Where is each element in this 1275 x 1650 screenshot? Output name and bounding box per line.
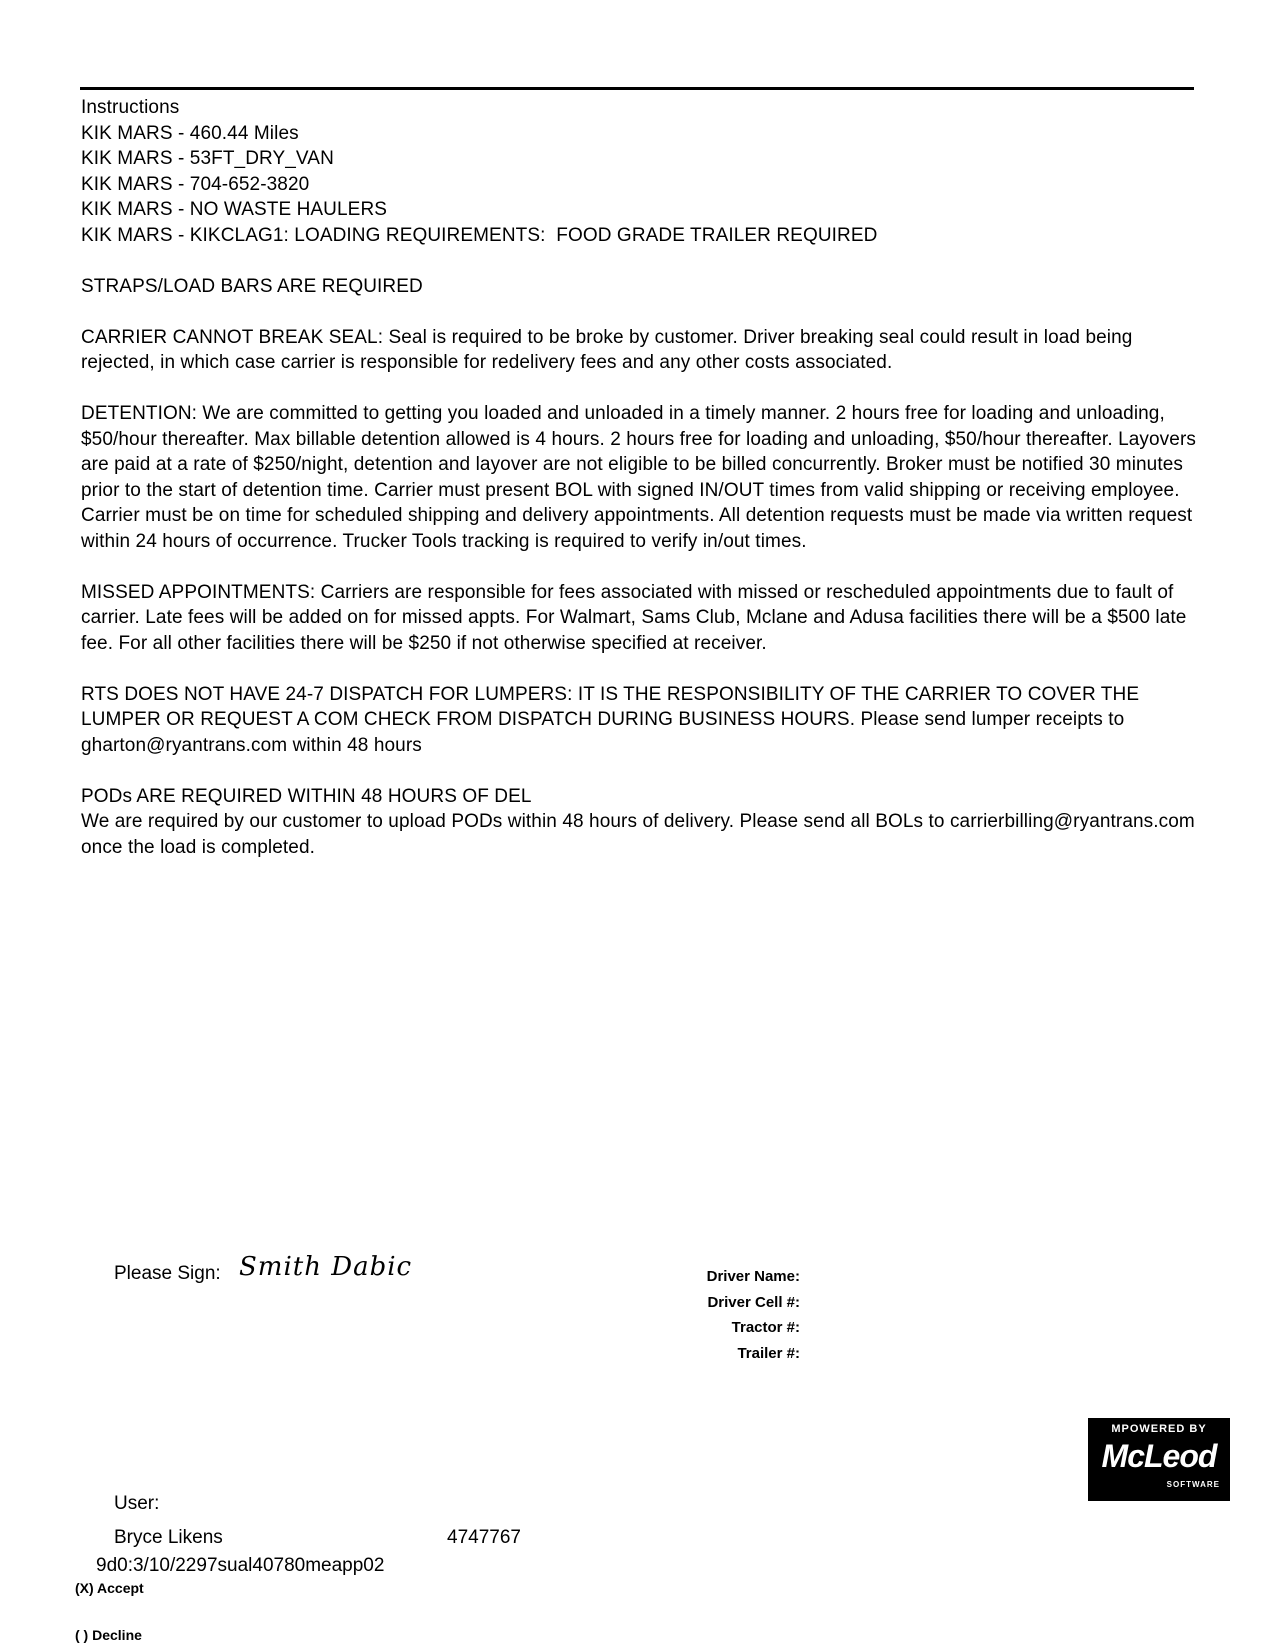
top-rule [80, 87, 1194, 90]
instruction-line: KIK MARS - 53FT_DRY_VAN [81, 148, 334, 169]
mcleod-logo [1088, 1418, 1230, 1501]
driver-name-label: Driver Name: [706, 1268, 800, 1285]
accept-option[interactable]: (X) Accept [75, 1580, 144, 1596]
pods-heading: PODs ARE REQUIRED WITHIN 48 HOURS OF DEL [81, 785, 532, 807]
user-meta-date: 9d0:3/10/2297 [96, 1555, 218, 1576]
user-meta-server: sual40780meapp02 [217, 1555, 385, 1576]
lumpers-paragraph: RTS DOES NOT HAVE 24-7 DISPATCH FOR LUMPERS: IT IS THE RESPONSIBILITY OF THE CARRIER TO COVER THE LUMPER OR REQUEST A COM CHECK FROM DISPATCH DURING BUSINESS HOURS. Please send lumper receipts to gharton@ryantrans.com within 48 hours [81, 683, 1140, 756]
driver-cell-label: Driver Cell #: [707, 1293, 800, 1311]
detention-paragraph: DETENTION: We are committed to getting you loaded and unloaded in a timely manner. 2 hours free for loading and unloading, $50/hour thereafter. Max billable detention allowed is 4 hours. 2 hours free for loading and unloading, $50/hour thereafter. Layovers are paid at a rate of $250/night, detention and layover are not eligible to be billed concurrently. Broker must be notified 30 minutes prior to the start of detention time. Carrier must present BOL with signed IN/OUT times from valid shipping or receiving employee. Carrier must be on time for scheduled shipping and delivery appointments. All detention requests must be made via written request within 24 hours of occurrence. Trucker Tools tracking is required to verify in/out times. [81, 403, 1196, 552]
tractor-label: Tractor #: [731, 1319, 800, 1336]
user-id: 4747767 [447, 1527, 521, 1548]
logo-brand-text: McLeod [1101, 1438, 1217, 1474]
seal-paragraph: CARRIER CANNOT BREAK SEAL: Seal is required to be broke by customer. Driver breaking seal could result in load being rejected, in which case carrier is responsible for redelivery fees and any other costs associated. [81, 326, 1133, 373]
logo-sub-text: SOFTWARE [1166, 1480, 1220, 1489]
instruction-line: KIK MARS - 460.44 Miles [81, 122, 299, 144]
decline-option[interactable]: ( ) Decline [75, 1627, 142, 1643]
please-sign-label: Please Sign: [114, 1263, 221, 1284]
instructions-block [81, 95, 1196, 860]
instruction-line: KIK MARS - NO WASTE HAULERS [81, 199, 388, 220]
straps-paragraph: STRAPS/LOAD BARS ARE REQUIRED [81, 275, 423, 297]
missed-appointments-paragraph: MISSED APPOINTMENTS: Carriers are responsible for fees associated with missed or rescheduled appointments due to fault of carrier. Late fees will be added on for missed appts. For Walmart, Sams Club, Mclane and Adusa facilities there will be a $500 late fee. For all other facilities there will be $250 if not otherwise specified at receiver. [81, 581, 1187, 654]
instruction-line: KIK MARS - KIKCLAG1: LOADING REQUIREMENTS: FOOD GRADE TRAILER REQUIRED [81, 224, 878, 246]
instruction-line: KIK MARS - 704-652-3820 [81, 173, 310, 195]
logo-powered-text: MPOWERED BY [1111, 1423, 1207, 1435]
pods-text: We are required by our customer to upload PODs within 48 hours of delivery. Please send all BOLs to carrierbilling@ryantrans.com once the load is completed. [81, 811, 1195, 858]
pods-paragraph [81, 784, 1196, 861]
user-label: User: [114, 1493, 160, 1514]
instructions-heading: Instructions [81, 97, 180, 118]
driver-fields [660, 1264, 800, 1366]
signature[interactable]: Smith Dabic [239, 1252, 413, 1282]
trailer-label: Trailer #: [737, 1344, 800, 1362]
user-name: Bryce Likens [114, 1527, 223, 1548]
user-meta [96, 1555, 384, 1577]
